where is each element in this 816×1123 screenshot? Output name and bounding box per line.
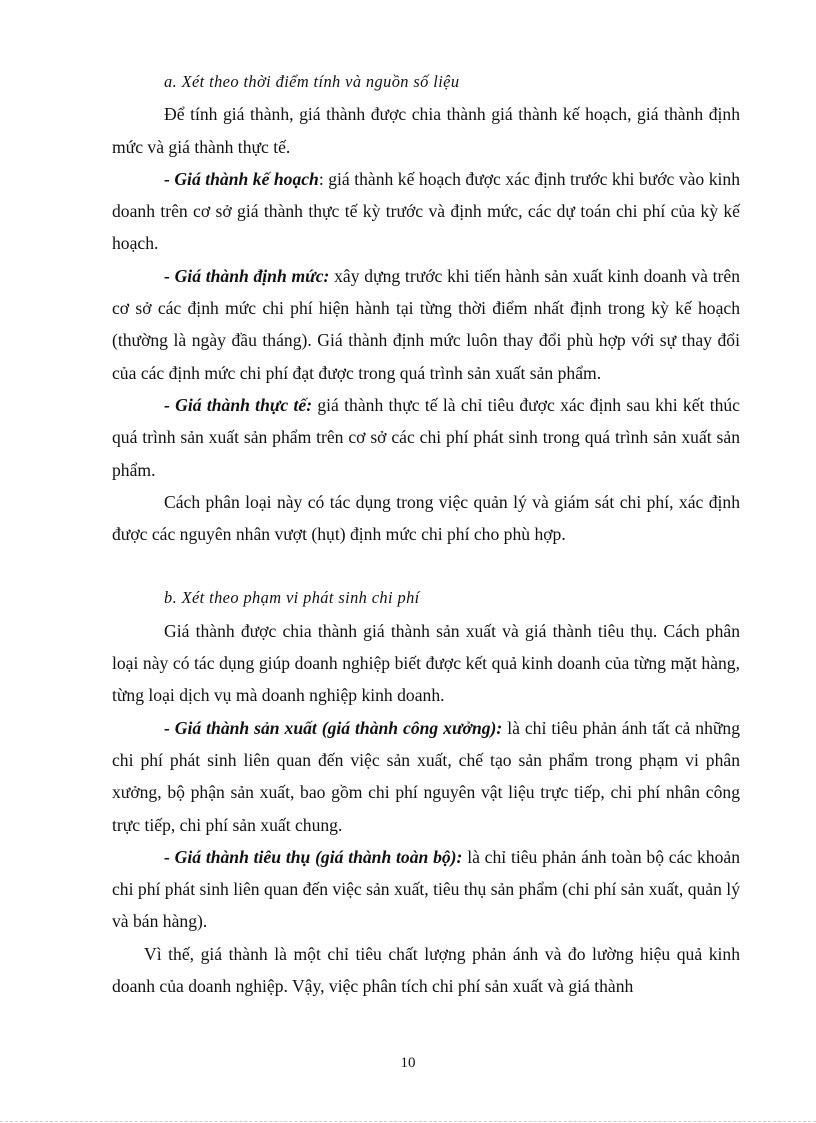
production-cost-text: là chỉ tiêu phản ánh tất cả những chi phí phát sinh liên quan đến việc sản xuất, chế tạo sản phẩm trong phạm vi phân xưởng, bộ phận sản xuất, bao gồm chi phí nguyên vật liệu trực tiếp, chi phí nhân công trực tiếp, chi phí sản xuất chung. [112, 717, 740, 835]
planned-cost-term: - Giá thành kế hoạch [164, 168, 319, 189]
standard-cost-term: - Giá thành định mức: [164, 265, 330, 286]
production-cost-term: - Giá thành sản xuất (giá thành công xưởng): [164, 717, 503, 738]
actual-cost-term: - Giá thành thực tế: [164, 394, 313, 415]
section-a-heading: a. Xét theo thời điểm tính và nguồn số liệu [164, 72, 460, 91]
section-b-intro: Giá thành được chia thành giá thành sản xuất và giá thành tiêu thụ. Cách phân loại này có tác dụng giúp doanh nghiệp biết được kết quả kinh doanh của từng mặt hàng, từng loại dịch vụ mà doanh nghiệp kinh doanh. [112, 620, 740, 706]
actual-cost-text: giá thành thực tế là chỉ tiêu được xác định sau khi kết thúc quá trình sản xuất sản phẩm trên cơ sở các chi phí phát sinh trong quá trình sản xuất sản phẩm. [112, 394, 740, 480]
full-cost-text: là chỉ tiêu phản ánh toàn bộ các khoản chi phí phát sinh liên quan đến việc sản xuất, tiêu thụ sản phẩm (chi phí sản xuất, quản lý và bán hàng). [112, 846, 740, 932]
planned-cost-paragraph [112, 163, 740, 260]
section-b-conclusion: Vì thế, giá thành là một chỉ tiêu chất lượng phản ánh và đo lường hiệu quả kinh doanh của doanh nghiệp. Vậy, việc phân tích chi phí sản xuất và giá thành [112, 943, 740, 997]
full-cost-term: - Giá thành tiêu thụ (giá thành toàn bộ): [164, 846, 463, 867]
page-bottom-divider [0, 1121, 816, 1122]
production-cost-paragraph [112, 712, 740, 841]
planned-cost-text: : giá thành kế hoạch được xác định trước khi bước vào kinh doanh trên cơ sở giá thành thực tế kỳ trước và định mức, các dự toán chi phí của kỳ kế hoạch. [112, 168, 740, 254]
section-a-intro: Để tính giá thành, giá thành được chia thành giá thành kế hoạch, giá thành định mức và giá thành thực tế. [112, 104, 740, 157]
document-body [112, 66, 740, 1002]
full-cost-paragraph [112, 841, 740, 938]
standard-cost-paragraph [112, 260, 740, 389]
section-b-heading: b. Xét theo phạm vi phát sinh chi phí [164, 588, 420, 608]
actual-cost-paragraph [112, 389, 740, 486]
section-a-conclusion: Cách phân loại này có tác dụng trong việc quản lý và giám sát chi phí, xác định được các nguyên nhân vượt (hụt) định mức chi phí cho phù hợp. [112, 491, 740, 545]
standard-cost-text: xây dựng trước khi tiến hành sản xuất kinh doanh và trên cơ sở các định mức chi phí hiện hành tại từng thời điểm nhất định trong kỳ kế hoạch (thường là ngày đầu tháng). Giá thành định mức luôn thay đổi phù hợp với sự thay đổi của các định mức chi phí đạt được trong quá trình sản xuất sản phẩm. [112, 265, 741, 383]
page-number: 10 [400, 1055, 416, 1071]
